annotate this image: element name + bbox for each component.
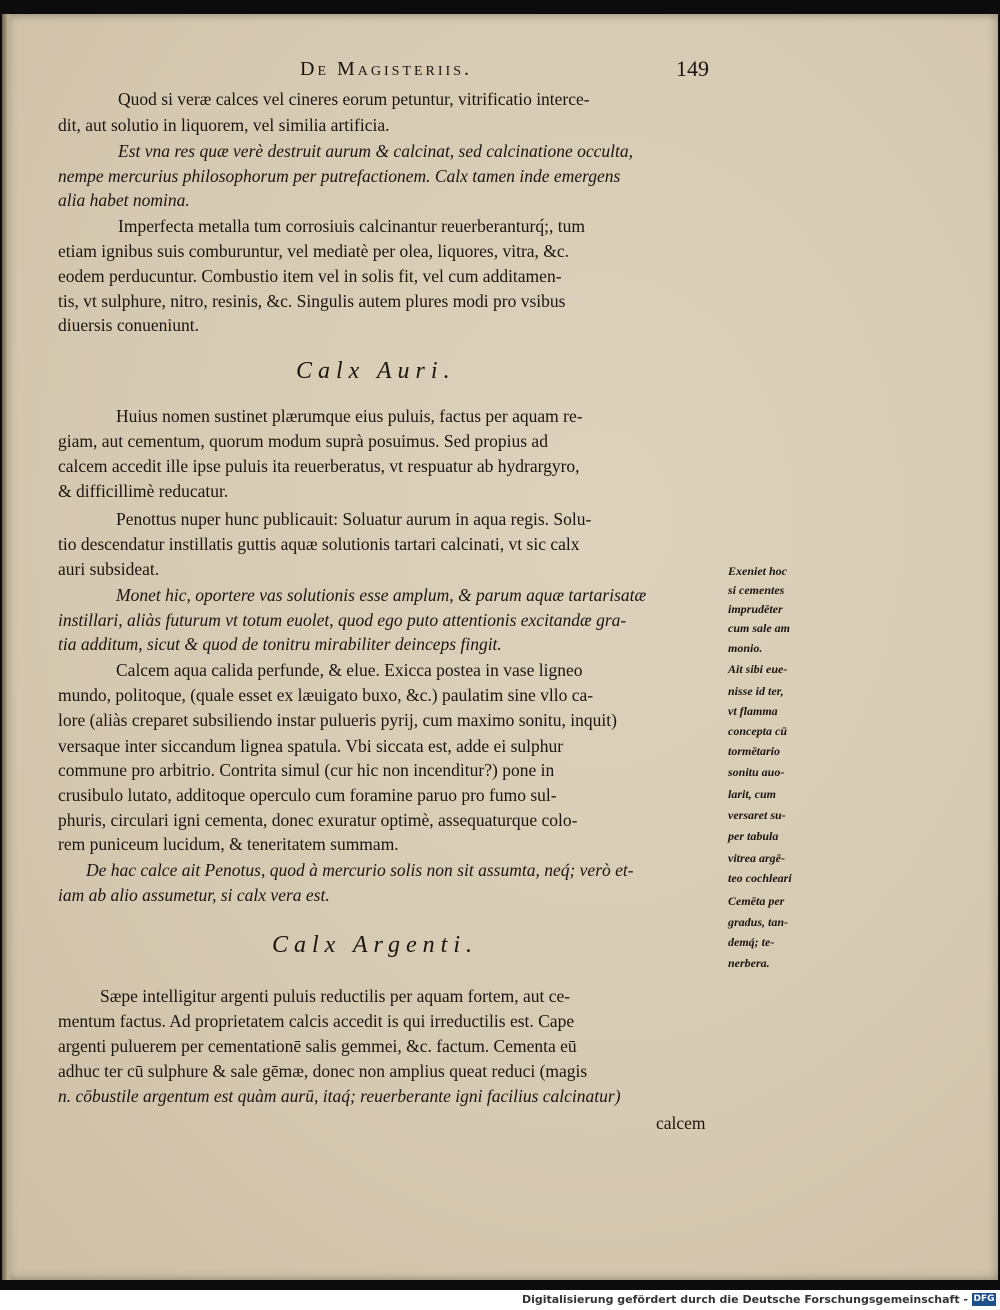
- running-header: De Magisteriis.: [300, 58, 472, 80]
- text-line: etiam ignibus suis comburuntur, vel mediatè per olea, liquores, vitra, &c.: [58, 241, 570, 261]
- text-line: diuersis conueniunt.: [58, 315, 199, 335]
- text-line: instillari, aliàs futurum vt totum euolet, quod ego puto attentionis excitandæ gra-: [58, 610, 627, 630]
- text-line: tio descendatur instillatis guttis aquæ solutionis tartari calcinati, vt sic calx: [58, 534, 580, 554]
- text-line: commune pro arbitrio. Contrita simul (cur hic non incenditur?) pone in: [58, 760, 555, 780]
- text-line: Imperfecta metalla tum corrosiuis calcinantur reuerberanturq́;, tum: [118, 216, 585, 236]
- text-line: dit, aut solutio in liquorem, vel similia artificia.: [58, 115, 390, 135]
- margin-note: gradus, tan-: [728, 915, 789, 929]
- text-line: tia additum, sicut & quod de tonitru mirabiliter deinceps fingit.: [58, 634, 502, 654]
- text-line: Sæpe intelligitur argenti puluis reductilis per aquam fortem, aut ce-: [100, 986, 571, 1006]
- text-line: crusibulo lutato, additoque operculo cum foramine paruo pro fumo sul-: [58, 785, 557, 805]
- text-line: Monet hic, oportere vas solutionis esse amplum, & parum aquæ tartarisatæ: [116, 585, 647, 605]
- margin-note: cum sale am: [728, 621, 790, 635]
- text-line: Est vna res quæ verè destruit aurum & calcinat, sed calcinatione occulta,: [118, 141, 634, 161]
- text-line: calcem accedit ille ipse puluis ita reuerberatus, vt respuatur ab hydrargyro,: [58, 456, 580, 476]
- text-line: iam ab alio assumetur, si calx vera est.: [58, 885, 330, 905]
- margin-note: monio.: [728, 641, 763, 655]
- margin-note: vt flamma: [728, 704, 778, 718]
- margin-note: Ait sibi eue-: [728, 662, 788, 676]
- text-line: argenti puluerem per cementationē salis gemmei, &c. factum. Cementa eū: [58, 1036, 577, 1056]
- margin-note: Exeniet hoc: [728, 564, 787, 578]
- margin-note: vitrea argē-: [728, 851, 785, 865]
- text-line: adhuc ter cū sulphure & sale gēmæ, donec non amplius queat reduci (magis: [58, 1061, 588, 1081]
- text-line: auri subsideat.: [58, 559, 160, 579]
- digitization-footer: [0, 1290, 1000, 1310]
- text-line: lore (aliàs creparet subsiliendo instar pulueris pyrij, cum maximo sonitu, inquit): [58, 710, 617, 730]
- margin-note: imprudēter: [728, 602, 783, 616]
- text-line: versaque inter siccandum lignea spatula. Vbi siccata est, adde ei sulphur: [58, 736, 564, 756]
- page-number: 149: [676, 56, 709, 81]
- margin-note: teo cochleari: [728, 871, 792, 885]
- text-line: Calcem aqua calida perfunde, & elue. Exicca postea in vase ligneo: [116, 660, 583, 680]
- page-gutter-shadow: [2, 14, 12, 1280]
- text-line: tis, vt sulphure, nitro, resinis, &c. Singulis autem plures modi pro vsibus: [58, 291, 566, 311]
- text-line: De hac calce ait Penotus, quod à mercurio solis non sit assumta, neq́; verò et-: [86, 860, 634, 880]
- margin-note: nisse id ter,: [728, 684, 784, 698]
- text-line: nempe mercurius philosophorum per putrefactionem. Calx tamen inde emergens: [58, 166, 621, 186]
- text-line: & difficillimè reducatur.: [58, 481, 229, 501]
- margin-note: tormētario: [728, 744, 781, 758]
- text-line: mundo, politoque, (quale esset ex læuigato buxo, &c.) paulatim sine vllo ca-: [58, 685, 594, 705]
- footer-credit: Digitalisierung gefördert durch die Deutsche Forschungsgemeinschaft -: [521, 1293, 968, 1306]
- margin-note: sonitu auo-: [728, 765, 785, 779]
- margin-note: per tabula: [728, 829, 779, 843]
- text-line: giam, aut cementum, quorum modum suprà posuimus. Sed propius ad: [58, 431, 548, 451]
- margin-note: versaret su-: [728, 808, 786, 822]
- dfg-logo[interactable]: DFG: [973, 1294, 995, 1304]
- section-heading: Calx Auri.: [296, 358, 456, 384]
- text-line: Huius nomen sustinet plærumque eius puluis, factus per aquam re-: [116, 406, 583, 426]
- section-heading: Calx Argenti.: [272, 932, 478, 958]
- text-line: alia habet nomina.: [58, 190, 190, 210]
- text-line: n. cōbustile argentum est quàm aurū, itaq́; reuerberante igni facilius calcinatur): [58, 1086, 621, 1106]
- catchword: calcem: [656, 1113, 706, 1133]
- margin-note: nerbera.: [728, 956, 770, 970]
- margin-note: Cemēta per: [728, 894, 785, 908]
- text-line: Quod si veræ calces vel cineres eorum petuntur, vitrificatio interce-: [118, 89, 590, 109]
- text-line: Penottus nuper hunc publicauit: Soluatur aurum in aqua regis. Solu-: [116, 509, 592, 529]
- margin-note: concepta cū: [728, 724, 787, 738]
- margin-note: larit, cum: [728, 787, 777, 801]
- margin-note: si cementes: [728, 583, 785, 597]
- text-line: rem puniceum lucidum, & teneritatem summam.: [58, 834, 399, 854]
- text-line: eodem perducuntur. Combustio item vel in solis fit, vel cum additamen-: [58, 266, 562, 286]
- text-line: mentum factus. Ad proprietatem calcis accedit is qui irreductilis est. Cape: [58, 1011, 575, 1031]
- margin-note: demq́; te-: [728, 935, 775, 949]
- text-line: phuris, circulari igni cementa, donec exuratur optimè, assequaturque colo-: [58, 810, 578, 830]
